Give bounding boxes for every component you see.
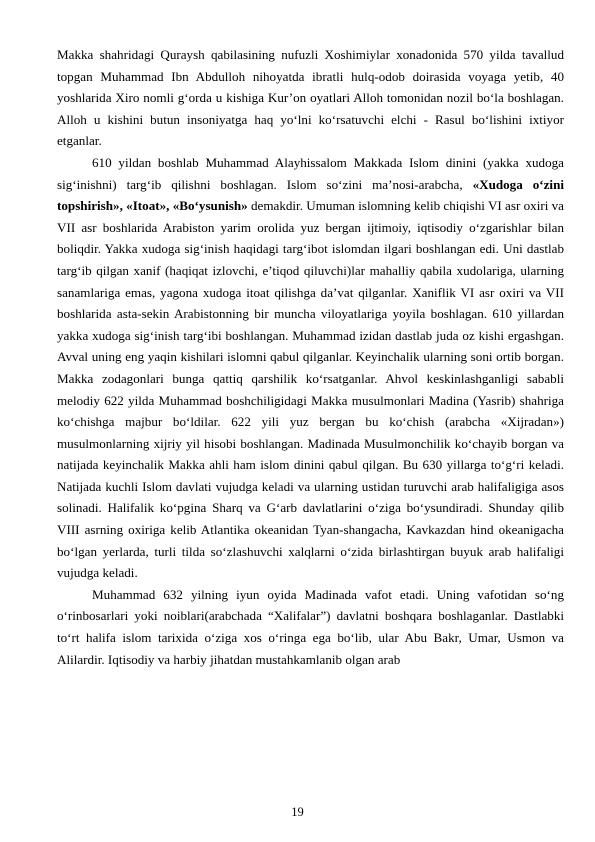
document-body bbox=[57, 44, 564, 670]
paragraph-1 bbox=[57, 44, 564, 152]
paragraph-2-bold-terms: «Xudoga o‘zini topshirish», «Itoat», «Bo‘ysunish» bbox=[57, 176, 564, 214]
page-number: 19 bbox=[291, 805, 304, 819]
paragraph-3 bbox=[57, 584, 564, 670]
paragraph-2-text-rest: demakdir. Umuman islomning kelib chiqishi VI asr oxiri va VII asr boshlarida Arabiston yarim orolida yuz bergan ijtimoiy, iqtisodiy o‘zgarishlar bilan boliqdir. Yakka xudoga sig‘inish haqidagi targ‘ibot islomdan ilgari boshlangan edi. Uni dastlab targ‘ib qilgan xanif (haqiqat izlovchi, e’tiqod qiluvchi)lar mahalliy qabila xudolariga, ularning sanamlariga emas, yagona xudoga itoat qilishga da’vat qilganlar. Xaniflik VI asr oxiri va VII boshlarida asta-sekin Arabistonning bir muncha viloyatlariga yoyila boshlagan. 610 yillardan yakka xudoga sig‘inish targ‘ibi boshlangan. Muhammad izidan dastlab juda oz kishi ergashgan. Avval uning eng yaqin kishilari islomni qabul qilganlar. Keyinchalik ularning soni ortib borgan. Makka zodagonlari bunga qattiq qarshilik ko‘rsatganlar. Ahvol keskinlashganligi sababli melodiy 622 yilda Muhammad boshchiligidagi Makka musulmonlari Madina (Yasrib) shahriga ko‘chishga majbur bo‘ldilar. 622 yili yuz bergan bu ko‘chish (arabcha «Xijradan») musulmonlarning xijriy yil hisobi boshlangan. Madinada Musulmonchilik ko‘chayib borgan va natijada keyinchalik Makka ahli ham islom dinini qabul qilgan. Bu 630 yillarga to‘g‘ri keladi. Natijada kuchli Islom davlati vujudga keladi va ularning ustidan turuvchi arab halifaligiga asos solinadi. Halifalik ko‘pgina Sharq va G‘arb davlatlarini o‘ziga bo‘ysundiradi. Shunday qilib VIII asrning oxiriga kelib Atlantika okeanidan Tyan-shangacha, Kavkazdan hind okeanigacha bo‘lgan yerlarda, turli tilda so‘zlashuvchi xalqlarni o‘zida birlashtirgan buyuk arab halifaligi vujudga keladi. bbox=[57, 198, 564, 581]
paragraph-1-text: Makka shahridagi Quraysh qabilasining nufuzli Xoshimiylar xonadonida 570 yilda tavallud topgan Muhammad Ibn Abdulloh nihoyatda ibratli hulq-odob doirasida voyaga yetib, 40 yoshlarida Xiro nomli g‘orda u kishiga Kur’on oyatlari Alloh tomonidan nozil bo‘la boshlagan. Alloh u kishini butun insoniyatga haq yo‘lni ko‘rsatuvchi elchi - Rasul bo‘lishini ixtiyor etganlar. bbox=[57, 47, 564, 149]
paragraph-2-text-start: 610 yildan boshlab Muhammad Alayhissalom Makkada Islom dinini (yakka xudoga sig‘inishni) targ‘ib qilishni boshlagan. Islom so‘zini ma’nosi-arabcha, bbox=[57, 154, 564, 192]
paragraph-3-text: Muhammad 632 yilning iyun oyida Madinada vafot etadi. Uning vafotidan so‘ng o‘rinbosarlari yoki noiblari(arabchada “Xalifalar”) davlatni boshqara boshlaganlar. Dastlabki to‘rt halifa islom tarixida o‘ziga xos o‘ringa ega bo‘lib, ular Abu Bakr, Umar, Usmon va Alilardir. Iqtisodiy va harbiy jihatdan mustahkamlanib olgan arab bbox=[57, 586, 564, 667]
paragraph-2 bbox=[57, 152, 564, 584]
